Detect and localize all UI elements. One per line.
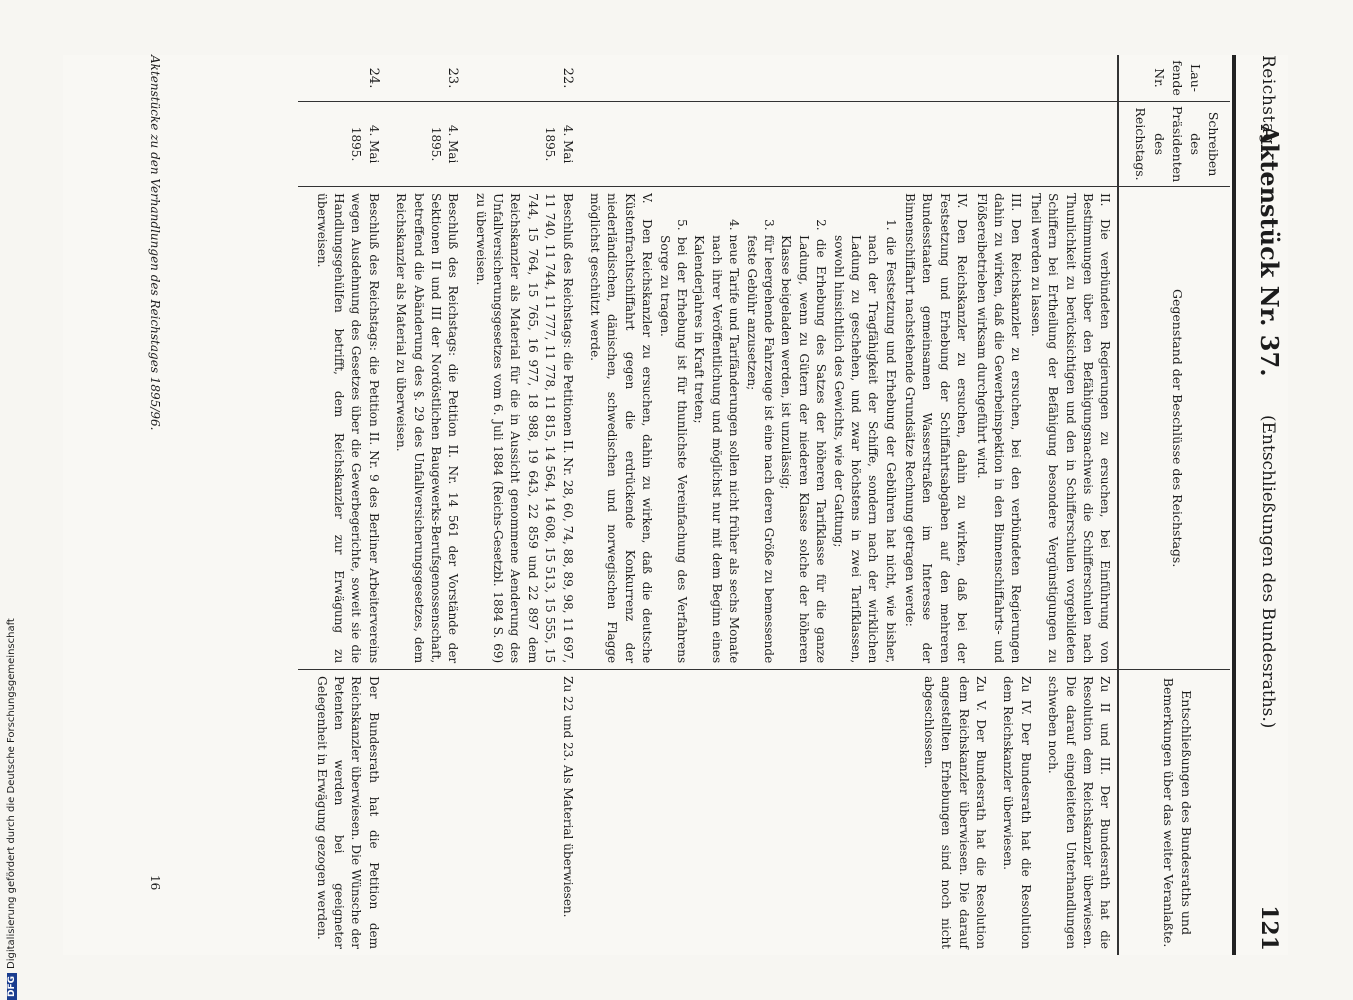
- item-text: Beschluß des Reichstags: die Petitionen II. Nr. 28, 60, 74, 88, 89, 98, 11 697, 11 740, 11 744, 11 777, 11 778, 11 815, 14 564, 14 608, 15 513, 15 555, 15 744, 15 764, 15 765, 16 977, 18 988, 19 643, 22 859 und 22 897 dem Reichskanzler als Material für die in Aussicht genommene Aenderung des Unfallversicherungsgesetzes vom 6. Juli 1884 (Reichs-Gesetzbl. 1884 S. 69) zu überweisen.: [473, 193, 575, 664]
- table-row: [298, 55, 386, 955]
- row-gegenstand: [386, 187, 466, 670]
- footer-text: Aktenstücke zu den Verhandlungen des Reichstages 1895/96.: [148, 55, 162, 431]
- row-entschliessung: [298, 670, 386, 955]
- resolution-item: [1026, 193, 1113, 663]
- row-date: 4. Mai 1895.: [298, 102, 386, 187]
- footer-page-number: 16: [148, 875, 162, 891]
- resolutions-table: [298, 55, 1230, 955]
- sub-item: [777, 219, 829, 663]
- row-entschliessung: [580, 670, 1119, 955]
- digitization-note: [6, 600, 17, 1000]
- row-number: 23.: [445, 67, 461, 89]
- resolution-item: [972, 193, 1024, 663]
- item-text: die Festsetzung und Erhebung der Gebühren hat nicht, wie bisher, nach der Tragfähigkeit der Schiffe, sondern nach der wirklichen Ladung zu geschehen, und zwar höchstens in zwei Tarifklassen, sowohl hinsichtlich des Gewichts, wie der Gattung;: [831, 235, 898, 664]
- row-gegenstand: [298, 187, 386, 670]
- resolution-item: [392, 193, 462, 663]
- resolution-item: [901, 193, 971, 663]
- table-row: [580, 55, 1119, 955]
- row-number: [580, 55, 1119, 102]
- entschliessung-text: Zu II und III. Der Bundesrath hat die Resolution dem Reichskanzler überwiesen. Die darauf eingeleiteten Unterhandlungen schweben noch.: [1046, 676, 1113, 949]
- item-text: für leergehende Fahrzeuge ist eine nach deren Größe zu bemessende feste Gebühr anzusetzen;: [744, 234, 776, 664]
- header-page-number: 121: [1256, 905, 1282, 951]
- row-number: 22.: [559, 67, 575, 89]
- sub-item: [655, 219, 690, 663]
- item-text: bei der Erhebung ist für thunlichste Vereinfachung des Verfahrens Sorge zu tragen.: [657, 235, 689, 664]
- row-entschliessung: [386, 670, 466, 955]
- header-title: Aktenstück Nr. 37.: [1255, 125, 1284, 377]
- entschliessung-text: Zu IV. Der Bundesrath hat die Resolution dem Reichskanzler überwiesen.: [1001, 676, 1033, 949]
- item-text: Die verbündeten Regierungen zu ersuchen, bei Einführung von Bestimmungen über den Befähigungsnachweis die Schifferschulen nach Thunlichkeit zu berücksichtigen und den in Schifferschulen vorgebildeten Schiffern bei Ertheilung der Befähigung besondere Vergünstigungen zu Theil werden zu lassen.: [1028, 193, 1113, 664]
- entschliessung-text: Zu V. Der Bundesrath hat die Resolution dem Reichskanzler überwiesen. Die darauf angestellten Erhebungen sind noch nicht abgeschlossen.: [921, 676, 989, 949]
- header-rule: [1232, 55, 1236, 955]
- dfg-logo: DFG: [7, 973, 17, 1000]
- column-header-nr: Lau- fende Nr.: [1118, 55, 1230, 102]
- column-header-schreiben: Schreiben des Präsidenten des Reichstags.: [1118, 102, 1230, 187]
- column-header-gegenstand: Gegenstand der Beschlüsse des Reichstags.: [1118, 187, 1230, 670]
- item-mark: IV.: [955, 193, 970, 209]
- sub-item: [742, 219, 777, 663]
- header-subtitle: (Entschließungen des Bundesraths.): [1258, 415, 1278, 729]
- page-header: [1240, 55, 1288, 955]
- row-gegenstand: [465, 187, 579, 670]
- sub-item: [829, 219, 899, 663]
- item-text: Beschluß des Reichstags: die Petition II. Nr. 9 des Berliner Arbeitervereins wegen Ausdehnung des Gesetzes über die Gewerbegerichte, soweit sie die Handlungsgehülfen betrifft, dem Reichskanzler zur Erwägung zu überweisen.: [314, 193, 381, 664]
- item-mark: 4.: [727, 219, 742, 235]
- table-row: [465, 55, 579, 955]
- item-text: Den Reichskanzler zu ersuchen, dahin zu wirken, daß bei der Festsetzung und Erhebung der Schiffahrtsabgaben auf den mehreren Bundesstaaten gemeinsamen Wasserstraßen im Interesse der Binnenschiffahrt nachstehende Grundsätze Rechnung getragen werde:: [903, 193, 970, 664]
- resolution-item: [312, 193, 382, 663]
- item-text: Den Reichskanzler zu ersuchen, dahin zu wirken, daß die deutsche Küstenfrachtschiffahrt gegen die erdrückende Konkurrenz der niederländischen, dänischen, schwedischen und norwegischen Flagge möglichst geschützt werde.: [588, 193, 655, 664]
- resolution-item: [471, 193, 575, 663]
- sub-item: [690, 219, 742, 663]
- row-number: 24.: [365, 67, 381, 89]
- row-date: 4. Mai 1895.: [465, 102, 579, 187]
- item-mark: III.: [1009, 193, 1024, 212]
- item-mark: V.: [640, 193, 655, 204]
- item-mark: 3.: [761, 219, 776, 235]
- item-mark: II.: [1098, 193, 1113, 207]
- table-row: [386, 55, 466, 955]
- item-text: die Erhebung des Satzes der höheren Tarifklasse für die ganze Ladung, wenn zu Gütern der niederen Klasse solche der höheren Klasse beigeladen werden, ist unzulässig;: [779, 235, 829, 664]
- digitization-text: Digitalisierung gefördert durch die Deutsche Forschungsgemeinschaft: [6, 618, 17, 969]
- entschliessung-text: Zu 22 und 23. Als Material überwiesen.: [560, 676, 575, 918]
- item-mark: 1.: [883, 219, 898, 237]
- row-date: [580, 102, 1119, 187]
- item-text: neue Tarife und Tarifänderungen sollen nicht früher als sechs Monate nach ihrer Veröffentlichung und möglichst nur mit dem Beginn eines Kalenderjahres in Kraft treten;: [692, 234, 742, 664]
- page-footer: [138, 55, 168, 955]
- document-page: [63, 55, 1288, 955]
- row-date: 4. Mai 1895.: [386, 102, 466, 187]
- row-gegenstand: [580, 187, 1119, 670]
- resolution-item: [586, 193, 656, 663]
- entschliessung-text: Der Bundesrath hat die Petition dem Reichskanzler überwiesen. Die Wünsche der Petenten werden bei geeigneter Gelegenheit in Erwägung gezogen werden.: [314, 676, 381, 949]
- column-header-entschliessung: Entschließungen des Bundesraths und Bemerkungen über das weiter Veranlaßte.: [1118, 670, 1230, 955]
- header-left: Reichstag.: [1258, 55, 1278, 151]
- item-text: Den Reichskanzler zu ersuchen, bei den verbündeten Regierungen dahin zu wirken, daß die Gewerbeinspektion in den Binnenschiffahrts- und Flößereibetrieben wirksam durchgeführt wird.: [974, 193, 1024, 664]
- item-text: Beschluß des Reichstags: die Petition II. Nr. 14 561 der Vorstände der Sektionen II und III der Nordöstlichen Baugewerks-Berufsgenossenschaft, betreffend die Abänderung des §. 29 des Unfallversicherungsgesetzes, dem Reichskanzler als Material zu überweisen.: [394, 193, 461, 664]
- item-mark: 5.: [675, 219, 689, 237]
- row-entschliessung: [465, 670, 579, 955]
- item-mark: 2.: [814, 219, 829, 239]
